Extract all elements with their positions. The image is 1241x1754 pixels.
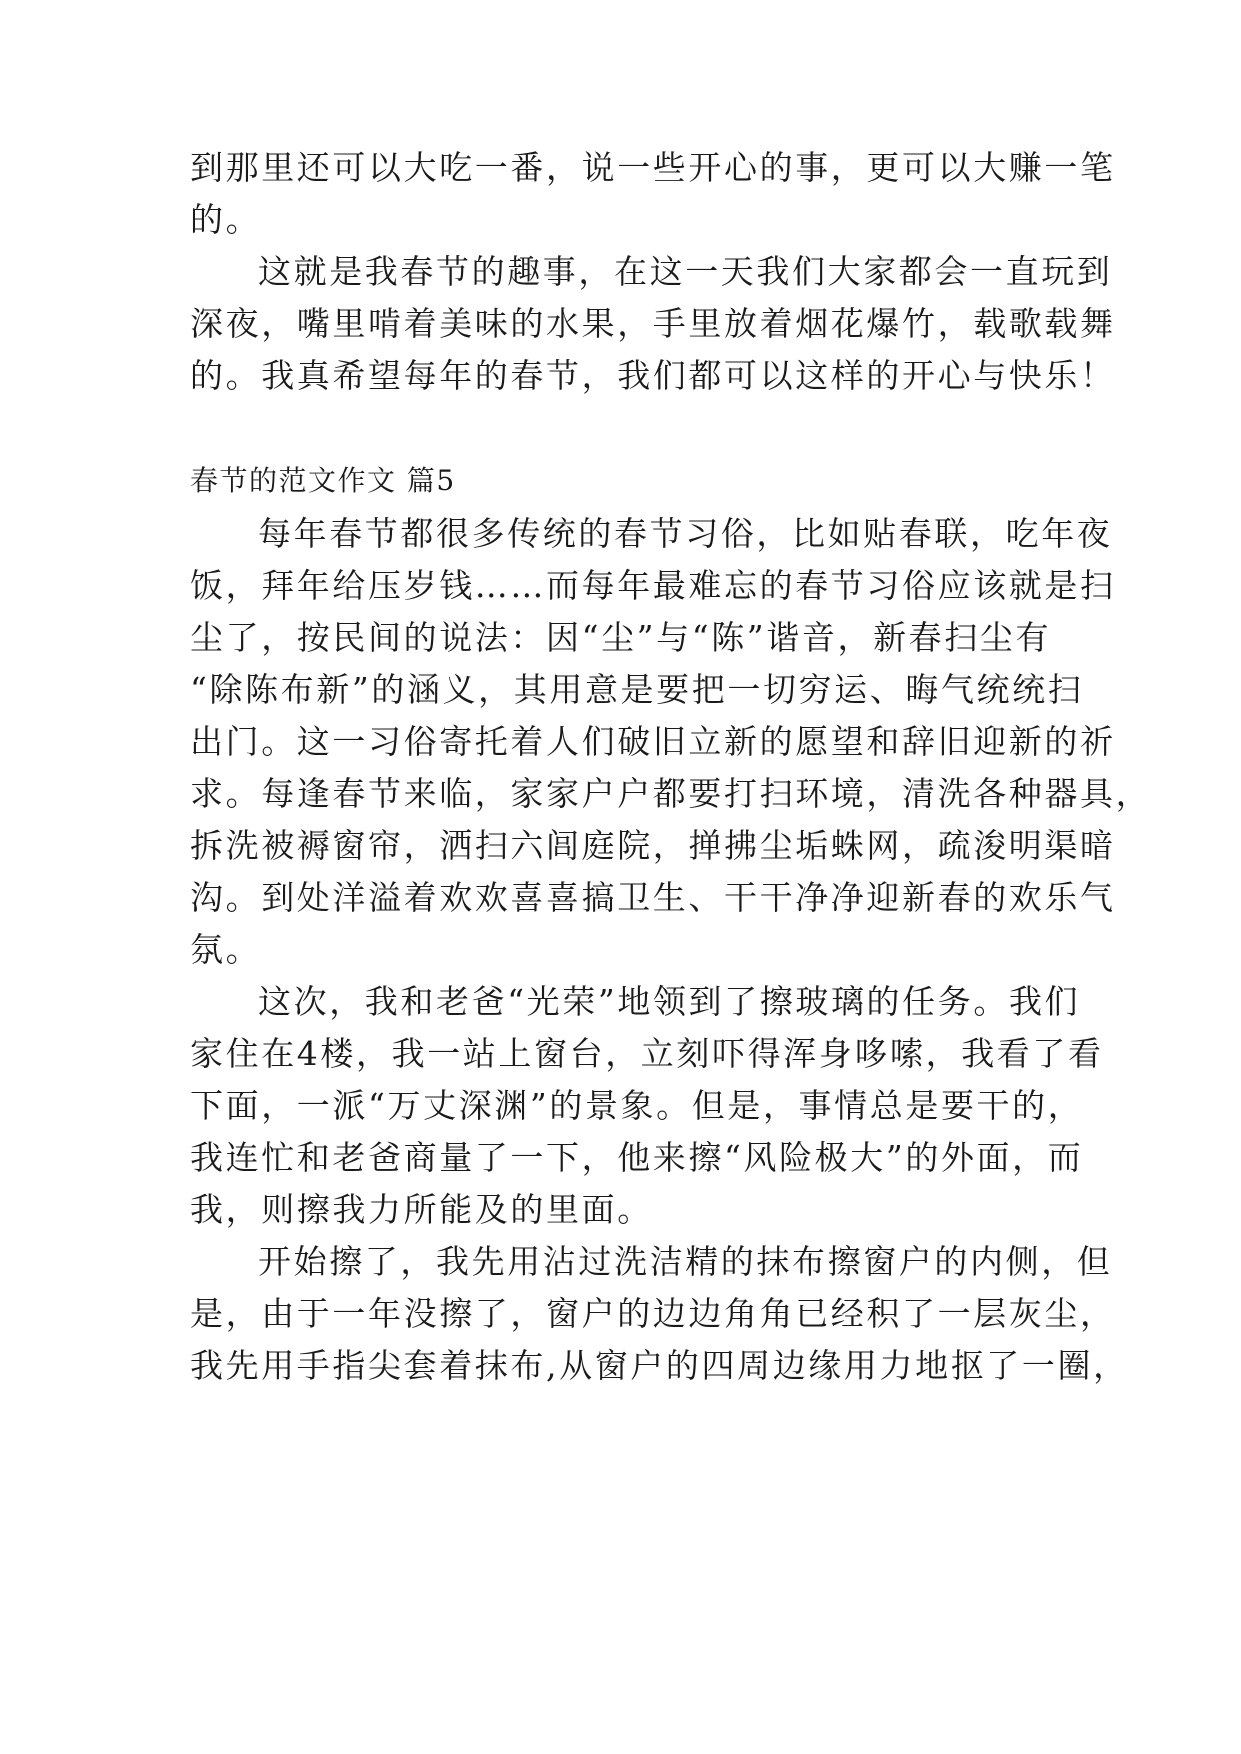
text-line: “除陈布新”的涵义，其用意是要把一切穷运、晦气统统扫	[190, 670, 1084, 709]
text-line: 沟。到处洋溢着欢欢喜喜搞卫生、干干净净迎新春的欢乐气	[190, 878, 1116, 917]
text-line: 每年春节都很多传统的春节习俗，比如贴春联，吃年夜	[258, 514, 1113, 553]
text-line: 尘了，按民间的说法：因“尘”与“陈”谐音，新春扫尘有	[190, 618, 1052, 657]
text-line: 的。	[190, 200, 262, 239]
text-line: 氛。	[190, 930, 262, 969]
text-line: 我连忙和老爸商量了一下，他来擦“风险极大”的外面，而	[190, 1138, 1084, 1177]
text-line: 这就是我春节的趣事，在这一天我们大家都会一直玩到	[258, 252, 1113, 291]
text-line: 饭，拜年给压岁钱……而每年最难忘的春节习俗应该就是扫	[190, 566, 1116, 605]
text-line: 的。我真希望每年的春节，我们都可以这样的开心与快乐！	[190, 356, 1116, 395]
text-line: 我先用手指尖套着抹布,从窗户的四周边缘用力地抠了一圈，	[190, 1346, 1129, 1385]
text-line: 求。每逢春节来临，家家户户都要打扫环境，清洗各种器具，	[190, 774, 1152, 813]
text-line: 家住在4楼，我一站上窗台，立刻吓得浑身哆嗦，我看了看	[190, 1034, 1104, 1073]
text-line: 到那里还可以大吃一番，说一些开心的事，更可以大赚一笔	[190, 148, 1116, 187]
text-line: 出门。这一习俗寄托着人们破旧立新的愿望和辞旧迎新的祈	[190, 722, 1116, 761]
text-line: 开始擦了，我先用沾过洗洁精的抹布擦窗户的内侧，但	[258, 1242, 1113, 1281]
text-line: 下面，一派“万丈深渊”的景象。但是，事情总是要干的，	[190, 1086, 1084, 1125]
section-title: 春节的范文作文 篇5	[190, 464, 456, 497]
text-line: 这次，我和老爸“光荣”地领到了擦玻璃的任务。我们	[258, 982, 1081, 1021]
text-line: 深夜，嘴里啃着美味的水果，手里放着烟花爆竹，载歌载舞	[190, 304, 1116, 343]
text-line: 拆洗被褥窗帘，洒扫六闾庭院，掸拂尘垢蛛网，疏浚明渠暗	[190, 826, 1116, 865]
text-line: 我，则擦我力所能及的里面。	[190, 1190, 653, 1229]
text-line: 是，由于一年没擦了，窗户的边边角角已经积了一层灰尘，	[190, 1294, 1116, 1333]
